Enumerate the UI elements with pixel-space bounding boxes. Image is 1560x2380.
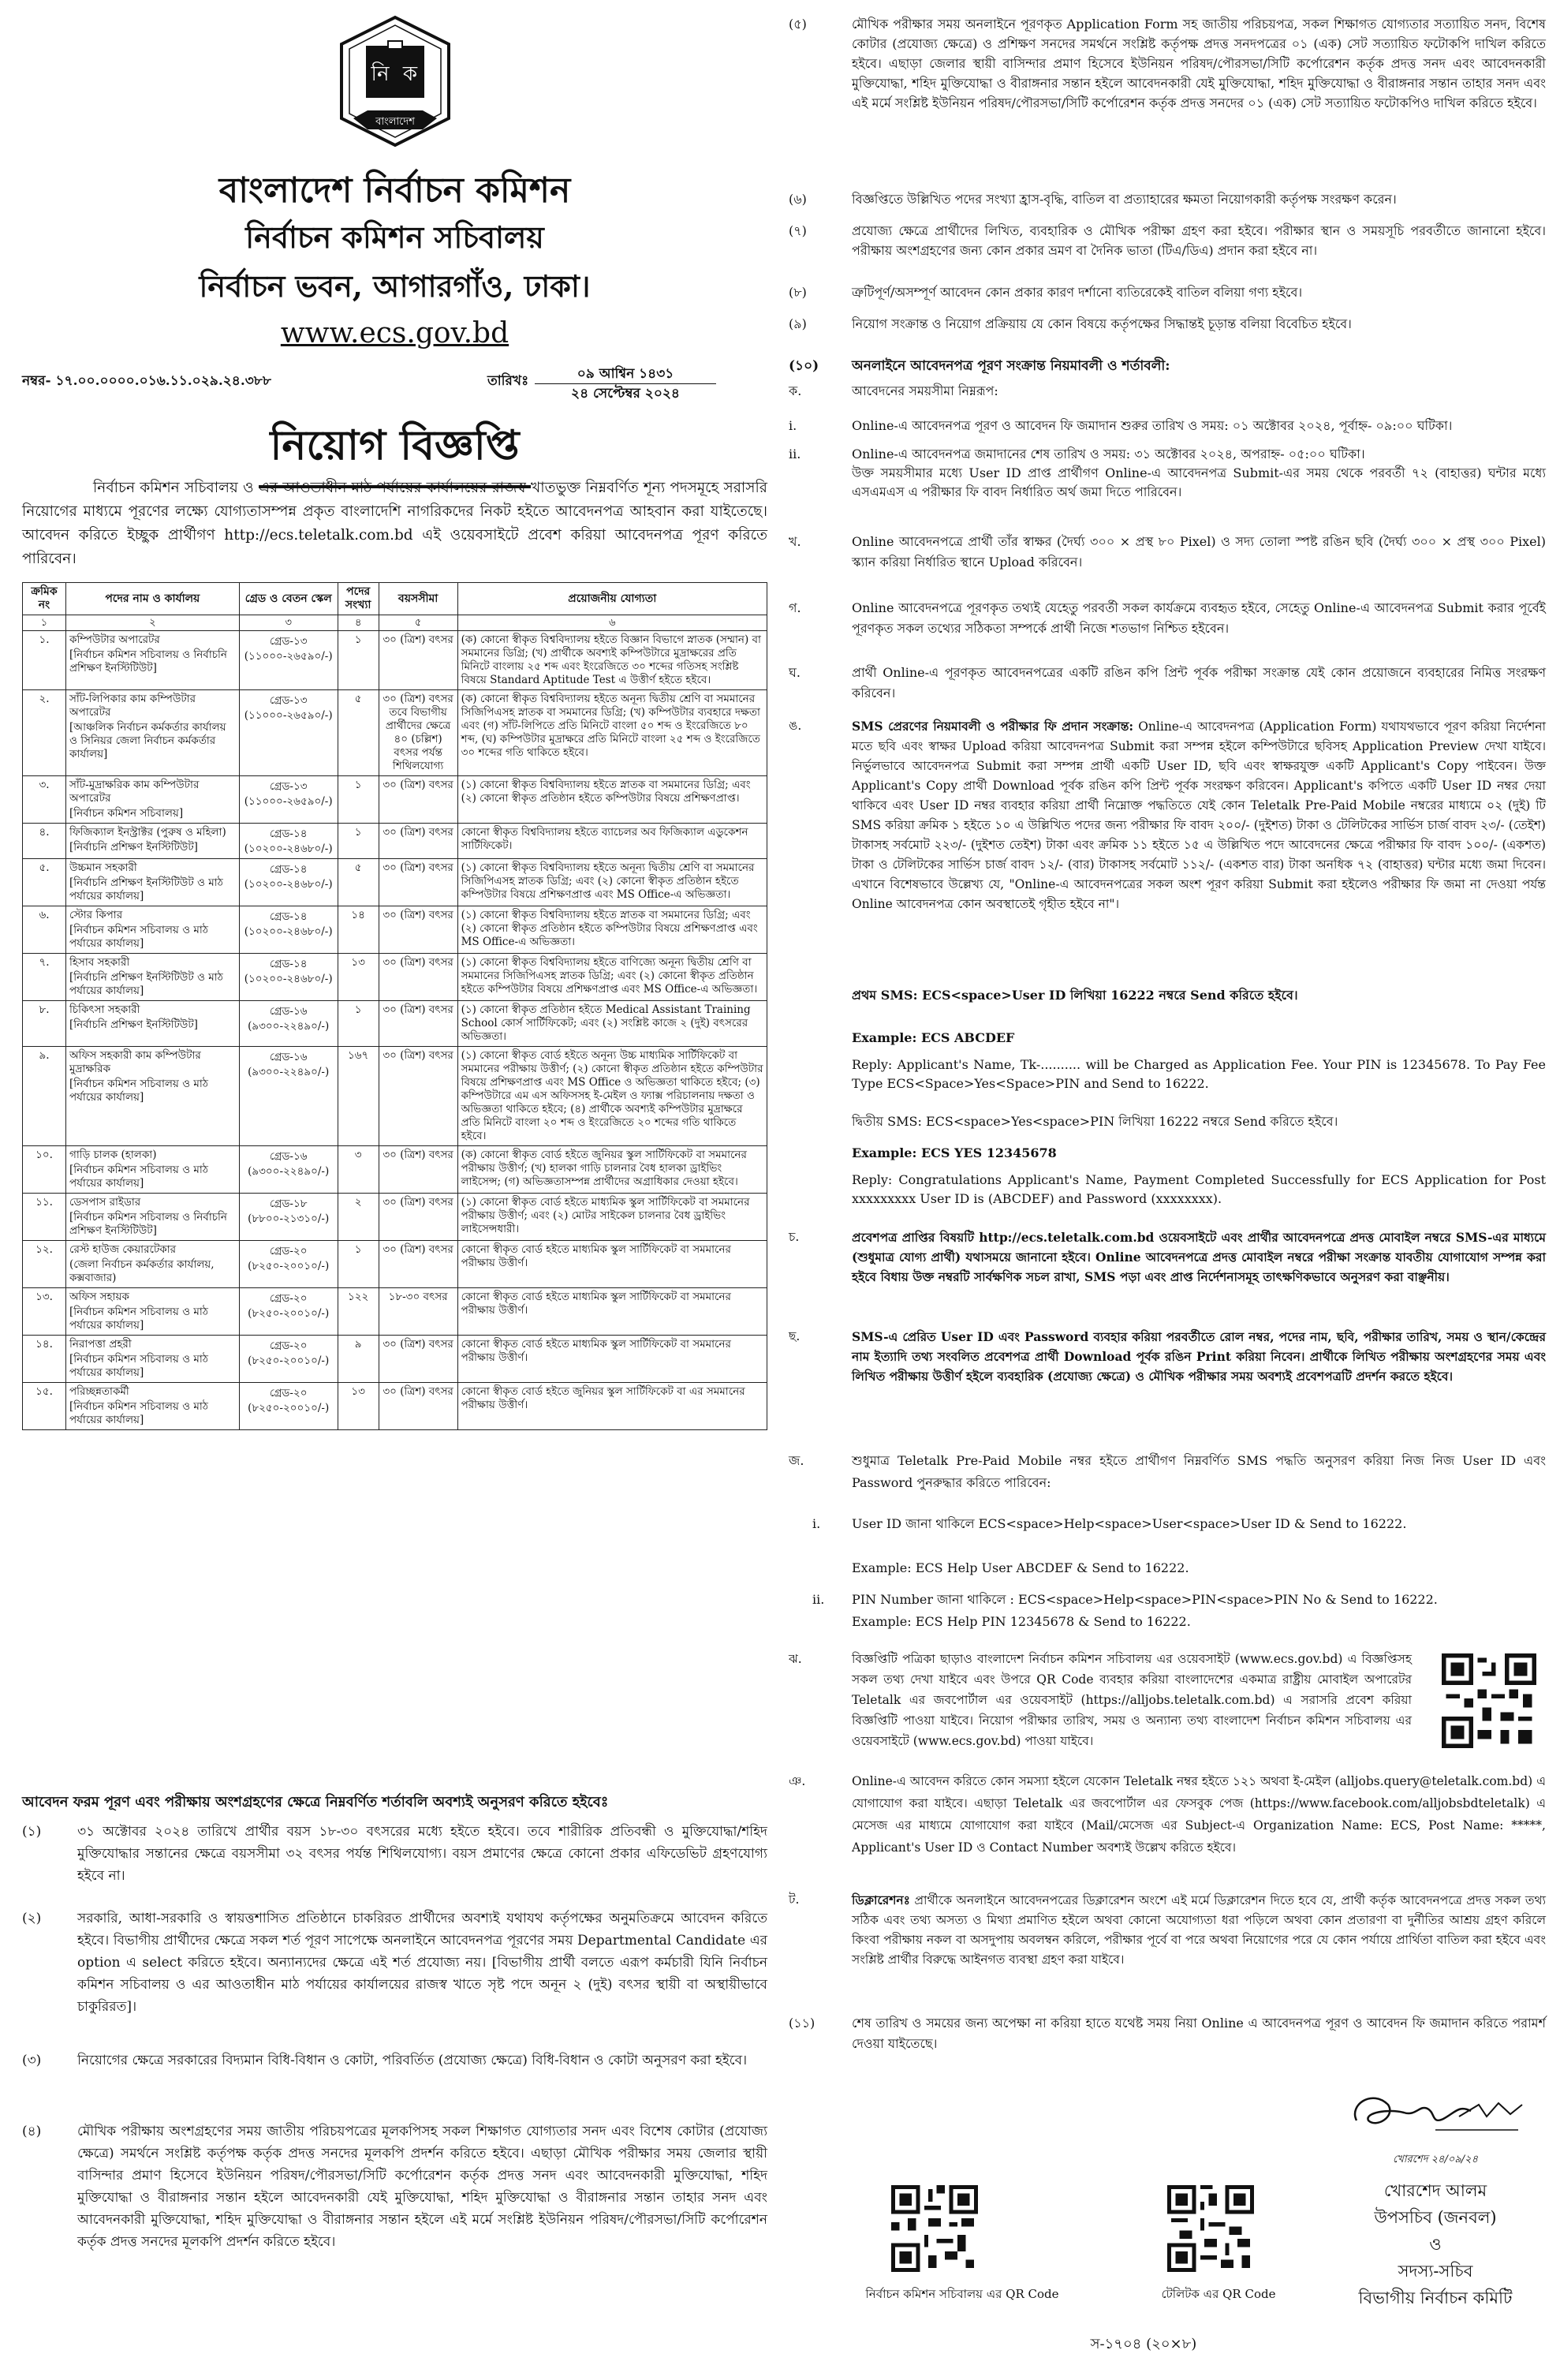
cell-grade: গ্রেড-১৪ <box>269 958 308 970</box>
cell-qualification: (ক) কোনো স্বীকৃত বিশ্ববিদ্যালয় হইতে অনূন্য দ্বিতীয় শ্রেণি বা সমমানের সিজিপিএসহ স্নাতক বা সমমানের ডিগ্রি; (খ) কম্পিউটার ব্যবহারে দক্ষতা এবং (গ) সাঁট-লিপিতে প্রতি মিনিটে বাংলা ৫০ শব্দ ও ইংরেজিতে ৮০ শব্দ, (ঘ) কম্পিউটার মুদ্রাক্ষরে প্রতি মিনিটে বাংলা ২৫ শব্দ ও ইংরেজিতে ৩০ শব্দের গতি থাকিতে হইবে। <box>457 690 767 776</box>
cell-post-name: কম্পিউটার অপারেটর <box>69 633 160 646</box>
item-label: ঝ. <box>789 1652 802 1666</box>
cell-post-office: [আঞ্চলিক নির্বাচন কর্মকর্তার কার্যালয় ও সিনিয়র জেলা নির্বাচন কর্মকর্তার কার্যালয়] <box>69 721 226 760</box>
item-label: চ. <box>789 1230 800 1244</box>
cell-qualification: (১) কোনো স্বীকৃত বিশ্ববিদ্যালয় হইতে অনূন্য দ্বিতীয় শ্রেণি বা সমমানের সিজিপিএসহ স্নাতক ডিগ্রি; এবং (২) কোনো স্বীকৃত প্রতিষ্ঠান হইতে কম্পিউটার বিষয়ে প্রশিক্ষণপ্রাপ্ত এবং MS Office-এ অভিজ্ঞতা। <box>457 859 767 906</box>
col-number: ২ <box>65 615 239 631</box>
cell-grade: গ্রেড-২০ <box>269 1245 308 1257</box>
item-text: Online-এ আবেদনপত্র পূরণ ও আবেদন ফি জমাদান শুরুর তারিখ ও সময়: ০১ অক্টোবর ২০২৪, পূর্বাহ্ন- ০৯:০০ ঘটিকা। <box>852 418 1453 433</box>
cell-post-office: [নির্বাচন কমিশন সচিবালয় ও মাঠ পর্যায়ের কার্যালয়] <box>69 1164 209 1190</box>
col-header-age: বয়সসীমা <box>379 583 457 615</box>
item-text: SMS-এ প্রেরিত User ID এবং Password ব্যবহার করিয়া পরবর্তীতে রোল নম্বর, পদের নাম, ছবি, পরীক্ষার তারিখ, সময় ও স্থান/কেন্দ্রের নাম ইত্যাদি তথ্য সংবলিত প্রবেশপত্র প্রার্থী Download পূর্বক রঙিন Print করিয়া নিবেন। প্রার্থীকে লিখিত পরীক্ষায় অংশগ্রহণের সময় এবং লিখিত পরীক্ষায় উত্তীর্ণ হইলে ব্যবহারিক (প্রযোজ্য ক্ষেত্রে) ও মৌখিক পরীক্ষার সময় অবশ্যই প্রবেশপত্রটি প্রদর্শন করতে হইবে। <box>852 1329 1546 1384</box>
cell-post-office: [নির্বাচন কমিশন সচিবালয় ও নির্বাচনি প্রশিক্ষণ ইনস্টিটিউট] <box>69 1211 227 1237</box>
signature-block <box>1341 2081 1530 2152</box>
cell-post-office: [নির্বাচনি প্রশিক্ষণ ইনস্টিটিউট ও মাঠ পর্যায়ের কার্যালয়] <box>69 876 223 902</box>
col-header-grade: গ্রেড ও বেতন স্কেল <box>239 583 338 615</box>
condition-text: শেষ তারিখ ও সময়ের জন্য অপেক্ষা না করিয়া হাতে যথেষ্ট সময় নিয়া Online এ আবেদনপত্র পূরণ ও আবেদন ফি জমাদান করিতে পরামর্শ দেওয়া যাইতেছে। <box>852 2016 1546 2051</box>
cell-grade-scale <box>239 1241 338 1288</box>
declaration-text: প্রার্থীকে অনলাইনে আবেদনপত্রের ডিক্লারেশন অংশে এই মর্মে ডিক্লারেশন দিতে হবে যে, প্রার্থী কর্তৃক আবেদনপত্রে প্রদত্ত সকল তথ্য সঠিক এবং তথ্য অসত্য ও মিথ্যা প্রমাণিত হইলে অথবা কোনো অযোগ্যতা ধরা পড়িলে অথবা কোন প্রতারণা বা দুর্নীতির আশ্রয় গ্রহণ করিলে কিংবা পরীক্ষায় নকল বা অসদুপায় অবলম্বন করিলে, পরীক্ষার পূর্বে বা পরে অথবা নিয়োগের পরে যে কোন পর্যায়ে প্রার্থিতা বাতিল করা হইবে এবং সংশ্লিষ্ট প্রার্থীর বিরুদ্ধে আইনগত ব্যবস্থা গ্রহণ করা যাইবে। <box>852 1893 1546 1967</box>
cell-post-name: ডেসপাস রাইডার <box>69 1196 141 1209</box>
declaration-heading: ডিক্লারেশনঃ <box>852 1892 910 1907</box>
cell-post-office: [নির্বাচন কমিশন সচিবালয় ও মাঠ পর্যায়ের কার্যালয়] <box>69 1353 209 1379</box>
cell-grade: গ্রেড-১৬ <box>269 1051 308 1063</box>
table-row <box>23 776 767 824</box>
ex2-text: Example: ECS YES 12345678 <box>852 1145 1057 1160</box>
cell-sl: ৬. <box>23 906 66 954</box>
teletalk-qr-code-icon <box>1167 2185 1254 2272</box>
cell-sl: ৮. <box>23 1001 66 1047</box>
table-row <box>23 824 767 859</box>
cell-qualification: (১) কোনো স্বীকৃত প্রতিষ্ঠান হইতে Medical Assistant Training School কোর্স সার্টিফিকেট; এবং (২) সংশ্লিষ্ট কাজে ২ (দুই) বৎসরের অভিজ্ঞতা। <box>457 1001 767 1047</box>
cell-sl: ২. <box>23 690 66 776</box>
condition-text: ত্রুটিপূর্ণ/অসম্পূর্ণ আবেদন কোন প্রকার কারণ দর্শানো ব্যতিরেকেই বাতিল বলিয়া গণ্য হইবে। <box>852 285 1303 300</box>
cell-qualification: (ক) কোনো স্বীকৃত বোর্ড হইতে জুনিয়র স্কুল সার্টিফিকেট বা সমমানের পরীক্ষায় উত্তীর্ণ; (খ) হালকা গাড়ি চালনার বৈধ হালকা ড্রাইভিং লাইসেন্স; (গ) অভিজ্ঞতাসম্পন্ন প্রার্থীদের অগ্রাধিকার দেওয়া হইবে। <box>457 1146 767 1194</box>
col-header-count: পদের সংখ্যা <box>338 583 379 615</box>
table-row <box>23 1288 767 1336</box>
cell-scale: (৯৩০০-২২৪৯০/-) <box>248 1165 330 1178</box>
cell-post <box>65 1383 239 1430</box>
recovery-ii-text: PIN Number জানা থাকিলে : ECS<space>Help<space>PIN<space>PIN No & Send to 16222. <box>852 1592 1438 1607</box>
cell-scale: (৮৮০০-২১৩১০/-) <box>248 1212 330 1225</box>
cell-scale: (৯৩০০-২২৪৯০/-) <box>248 1020 330 1033</box>
cell-post <box>65 1047 239 1146</box>
cell-post <box>65 824 239 859</box>
item-text: Online-এ আবেদন করিতে কোন সমস্যা হইলে যেকোন Teletalk নম্বর হইতে ১২১ অথবা ই-মেইল (alljobs.query@teletalk.com.bd) এ যোগাযোগ করা যাইবে। এছাড়া Teletalk এর জবপোর্টাল এর ফেসবুক পেজ (https://www.facebook.com/alljobsbdteletalk) এ মেসেজ এর মাধ্যমে যোগাযোগ করা যাইবে (Mail/মেসেজ এর Subject-এ Organization Name: ECS, Post Name: *****, Applicant's User ID ও Contact Number অবশ্যই উল্লেখ করিতে হইবে। <box>852 1774 1546 1855</box>
cell-post-name: গাড়ি চালক (হালকা) <box>69 1149 157 1161</box>
table-number-row <box>23 615 767 631</box>
signatory-committee: বিভাগীয় নির্বাচন কমিটি <box>1358 2288 1513 2307</box>
intro-paragraph: নির্বাচন কমিশন সচিবালয় ও এর আওতাধীন মাঠ পর্যায়ের কার্যালয়ের রাজস্ব খাতভুক্ত নিম্নবর্ণিত শূন্য পদসমূহে সরাসরি নিয়োগের মাধ্যমে পূরণের লক্ষ্যে যোগ্যতাসম্পন্ন প্রকৃত বাংলাদেশি নাগরিকদের নিকট হইতে আবেদনপত্র আহবান করা যাইতেছে। আবেদন করিতে ইচ্ছুক প্রার্থীগণ http://ecs.teletalk.com.bd এই ওয়েবসাইটে প্রবেশ করিয়া আবেদনপত্র পূরণ করিতে পারিবেন। <box>22 480 767 567</box>
cell-post-office: [নির্বাচন কমিশন সচিবালয়] <box>69 807 184 820</box>
cell-post-name: নিরাপত্তা প্রহরী <box>69 1338 132 1351</box>
cell-post-office: [নির্বাচনি প্রশিক্ষণ ইনস্টিটিউট ও মাঠ পর্যায়ের কার্যালয়] <box>69 971 223 997</box>
condition-text: মৌখিক পরীক্ষার সময় অনলাইনে পূরণকৃত Application Form সহ জাতীয় পরিচয়পত্র, সকল শিক্ষাগত যোগ্যতার সত্যায়িত সনদ, বিশেষ কোটার (প্রযোজ্য ক্ষেত্রে) ও প্রশিক্ষণ সনদের সমর্থনে সংশ্লিষ্ট কর্তৃপক্ষ প্রদত্ত সনদপত্রের ০১ (এক) সেট সত্যায়িত ফটোকপি দাখিল করিতে হইবে। এছাড়া জেলার স্থায়ী বাসিন্দার প্রমাণ হিসেবে ইউনিয়ন পরিষদ/পৌরসভা/সিটি কর্পোরেশন কর্তৃক প্রদত্ত সনদ এবং আবেদনকারী মুক্তিযোদ্ধা, শহিদ মুক্তিযোদ্ধা ও বীরাঙ্গনার সন্তান হইলে আবেদনকারী যেই মুক্তিযোদ্ধা, শহিদ মুক্তিযোদ্ধা ও বীরাঙ্গনার সন্তান তাহার সনদ এবং এই মর্মে সংশ্লিষ্ট ইউনিয়ন পরিষদ/পৌরসভা/সিটি কর্পোরেশন কর্তৃক প্রদত্ত সনদের ০১ (এক) সেট সত্যায়িত ফটোকপিও দাখিল করিতে হইবে। <box>852 17 1546 110</box>
cell-age: ৩০ (ত্রিশ) বৎসর তবে বিভাগীয় প্রার্থীদের ক্ষেত্রে ৪০ (চল্লিশ) বৎসর পর্যন্ত শিথিলযোগ্য <box>379 690 457 776</box>
cell-count: ১৪ <box>338 906 379 954</box>
item-text <box>852 1890 1546 1970</box>
cell-post <box>65 1241 239 1288</box>
condition-number: (১) <box>22 1824 42 1840</box>
ecs-qr-label: নির্বাচন কমিশন সচিবালয় এর QR Code <box>865 2287 1059 2301</box>
cell-sl: ১. <box>23 631 66 690</box>
table-row <box>23 1336 767 1383</box>
cell-qualification: (১) কোনো স্বীকৃত বোর্ড হইতে মাধ্যমিক স্কুল সার্টিফিকেট বা সমমানের পরীক্ষায় উত্তীর্ণ; এবং (২) মোটর সাইকেল চালনার বৈধ ড্রাইভিং লাইসেন্সধারী। <box>457 1194 767 1241</box>
reply1-text: Reply: Applicant's Name, Tk-.......... will be Charged as Application Fee. Your PIN is 12345678. To Pay Fee Type ECS<Space>Yes<Space>PIN and Send to 16222. <box>852 1057 1546 1091</box>
cell-scale: (৯৩০০-২২৪৯০/-) <box>248 1066 330 1078</box>
cell-count: ২ <box>338 1194 379 1241</box>
signatory-name: খোরশেদ আলম <box>1383 2181 1487 2200</box>
cell-qualification: (ক) কোনো স্বীকৃত বিশ্ববিদ্যালয় হইতে বিজ্ঞান বিভাগে স্নাতক (সম্মান) বা সমমানের ডিগ্রি; (খ) প্রার্থীকে অবশ্যই কম্পিউটারে মুদ্রাক্ষরের প্রতি মিনিটে বাংলায় ২৫ শব্দ এবং ইংরেজিতে ৩০ শব্দের গতিসহ সংশ্লিষ্ট বিষয়ে Standard Aptitude Test এ উত্তীর্ণ হইতে হইবে। <box>457 631 767 690</box>
cell-count: ১ <box>338 1001 379 1047</box>
cell-post <box>65 1336 239 1383</box>
item-text: শুধুমাত্র Teletalk Pre-Paid Mobile নম্বর হইতে প্রার্থীগণ নিম্নবর্ণিত SMS পদ্ধতি অনুসরণ করিয়া নিজ নিজ User ID এবং Password পুনরুদ্ধার করিতে পারিবেন: <box>852 1453 1546 1490</box>
condition-number: (১০) <box>789 358 819 374</box>
cell-post-office: [নির্বাচন কমিশন সচিবালয় ও মাঠ পর্যায়ের কার্যালয়] <box>69 1078 209 1104</box>
secretariat-name: নির্বাচন কমিশন সচিবালয় <box>245 219 544 255</box>
cell-qualification: কোনো স্বীকৃত বিশ্ববিদ্যালয় হইতে ব্যাচেলর অব ফিজিক্যাল এডুকেশন সার্টিফিকেট। <box>457 824 767 859</box>
cell-scale: (৮২৫০-২০০১০/-) <box>248 1260 330 1272</box>
item-text: বিজ্ঞপ্তিটি পত্রিকা ছাড়াও বাংলাদেশ নির্বাচন কমিশন সচিবালয় এর ওয়েবসাইট (www.ecs.gov.bd) এ বিজ্ঞপ্তিসহ সকল তথ্য দেখা যাইবে এবং উপরে QR Code ব্যবহার করিয়া বাংলাদেশের একমাত্র রাষ্ট্রীয় মোবাইল অপারেটর Teletalk এর জবপোর্টাল এর ওয়েবসাইট (https://alljobs.teletalk.com.bd) এ সরাসরি প্রবেশ করিয়া বিজ্ঞপ্তিটি পাওয়া যাইবে। নিয়োগ পরীক্ষার তারিখ, সময় ও অন্যান্য তথ্য বাংলাদেশ নির্বাচন কমিশন সচিবালয় এর ওয়েবসাইটে (www.ecs.gov.bd) পাওয়া যাইবে। <box>852 1652 1412 1748</box>
cell-post-name: হিসাব সহকারী <box>69 956 130 969</box>
signatory-block <box>1341 2177 1530 2311</box>
item-label: ঙ. <box>789 719 802 733</box>
item-label: ছ. <box>789 1329 801 1343</box>
item-text <box>852 716 1546 914</box>
website-link[interactable]: www.ecs.gov.bd <box>280 317 509 349</box>
right-column <box>789 14 1546 2373</box>
cell-sl: ৫. <box>23 859 66 906</box>
condition-number: (৮) <box>789 285 807 300</box>
signature-handwriting <box>1341 2154 1530 2166</box>
cell-post-name: রেস্ট হাউজ কেয়ারটেকার <box>69 1243 177 1256</box>
item-text: Online আবেদনপত্রে পূরণকৃত তথ্যই যেহেতু পরবর্তী সকল কার্যক্রমে ব্যবহৃত হইবে, সেহেতু Online-এ আবেদনপত্র Submit করার পূর্বেই পূরণকৃত সকল তথ্যের সঠিকতা সম্পর্কে প্রার্থী নিজে শতভাগ নিশ্চিত হইবেন। <box>852 600 1546 636</box>
cell-scale: (১০২০০-২৪৬৮০/-) <box>244 973 333 985</box>
table-row <box>23 859 767 906</box>
cell-grade-scale <box>239 824 338 859</box>
item-label: গ. <box>789 600 801 615</box>
cell-age: ৩০ (ত্রিশ) বৎসর <box>379 1047 457 1146</box>
teletalk-qr-block <box>1167 2185 1254 2275</box>
cell-count: ১ <box>338 824 379 859</box>
cell-grade-scale <box>239 776 338 824</box>
cell-grade: গ্রেড-১৬ <box>269 1150 308 1163</box>
cell-post <box>65 1288 239 1336</box>
table-row <box>23 1241 767 1288</box>
cell-qualification: (১) কোনো স্বীকৃত বিশ্ববিদ্যালয় হইতে স্নাতক বা সমমানের ডিগ্রি; এবং (২) কোনো স্বীকৃত প্রতিষ্ঠান হইতে কম্পিউটার বিষয়ে প্রশিক্ষণপ্রাপ্ত এবং MS Office-এ অভিজ্ঞতা। <box>457 906 767 954</box>
item-text <box>852 445 1546 502</box>
cell-grade-scale <box>239 1194 338 1241</box>
col-header-post: পদের নাম ও কার্যালয় <box>65 583 239 615</box>
cell-grade: গ্রেড-১৩ <box>269 635 308 648</box>
cell-post-name: অফিস সহায়ক <box>69 1291 129 1303</box>
condition-number: (৬) <box>789 192 807 207</box>
cell-grade-scale <box>239 906 338 954</box>
cell-grade: গ্রেড-১৪ <box>269 828 308 840</box>
memo-date-bangla: ০৯ আশ্বিন ১৪৩১ <box>535 364 716 384</box>
cell-post <box>65 1194 239 1241</box>
cell-sl: ১৩. <box>23 1288 66 1336</box>
cell-post-name: অফিস সহকারী কাম কম্পিউটার মুদ্রাক্ষরিক <box>69 1049 201 1075</box>
signatory-member: সদস্য-সচিব <box>1398 2262 1473 2281</box>
cell-grade-scale <box>239 1336 338 1383</box>
recovery-i-text: User ID জানা থাকিলে ECS<space>Help<space>User<space>User ID & Send to 16222. <box>852 1516 1407 1531</box>
cell-grade-scale <box>239 690 338 776</box>
condition-text: প্রযোজ্য ক্ষেত্রে প্রার্থীদের লিখিত, ব্যবহারিক ও মৌখিক পরীক্ষা গ্রহণ করা হইবে। পরীক্ষার স্থান ও সময়সূচি পরবর্তীতে জানানো হইবে। পরীক্ষায় অংশগ্রহণের জন্য কোন প্রকার ভ্রমণ বা দৈনিক ভাতা (টিএ/ডিএ) প্রদান করা হইবে না। <box>852 223 1546 258</box>
cell-count: ১ <box>338 631 379 690</box>
ex1-text: Example: ECS ABCDEF <box>852 1030 1015 1045</box>
condition-number: (৩) <box>22 2053 42 2068</box>
item-label: ii. <box>812 1592 825 1607</box>
cell-post-name: উচ্চমান সহকারী <box>69 861 137 874</box>
cell-grade-scale <box>239 1383 338 1430</box>
ecs-qr-code-icon <box>891 2185 978 2272</box>
cell-post-office: [নির্বাচন কমিশন সচিবালয় ও নির্বাচনি প্রশিক্ষণ ইনস্টিটিউট] <box>69 648 227 674</box>
cell-age: ৩০ (ত্রিশ) বৎসর <box>379 631 457 690</box>
item-label: ট. <box>789 1892 800 1907</box>
item-label: i. <box>789 418 797 433</box>
cell-grade-scale <box>239 631 338 690</box>
memo-date-english: ২৪ সেপ্টেম্বর ২০২৪ <box>571 386 680 402</box>
cell-qualification: (১) কোনো স্বীকৃত বোর্ড হইতে অনূন্য উচ্চ মাধ্যমিক সার্টিফিকেট বা সমমানের পরীক্ষায় উত্তীর্ণ; (২) কোনো স্বীকৃত প্রতিষ্ঠান হইতে কম্পিউটার বিষয়ে প্রশিক্ষণপ্রাপ্ত এবং MS Office ও অভিজ্ঞতা থাকিতে হইবে; (৩) কম্পিউটারে এম এস অফিসসহ ই-মেইল ও ফ্যাক্স পরিচালনায় দক্ষতা ও অভিজ্ঞতা থাকিতে হইবে; (৪) প্রার্থীকে অবশ্যই কম্পিউটার মুদ্রাক্ষরে প্রতি মিনিটে বাংলা ২০ শব্দ ও ইংরেজিতে ২০ শব্দের গতি থাকিতে হইবে। <box>457 1047 767 1146</box>
cell-post <box>65 954 239 1001</box>
table-row <box>23 906 767 954</box>
cell-age: ৩০ (ত্রিশ) বৎসর <box>379 906 457 954</box>
item-label: ঘ. <box>789 665 801 680</box>
cell-qualification: কোনো স্বীকৃত বোর্ড হইতে জুনিয়র স্কুল সার্টিফিকেট বা এর সমমানের পরীক্ষায় উত্তীর্ণ। <box>457 1383 767 1430</box>
col-number: ৫ <box>379 615 457 631</box>
cell-post <box>65 776 239 824</box>
item-text: Online আবেদনপত্রে প্রার্থী তাঁর স্বাক্ষর (দৈর্ঘ্য ৩০০ × প্রস্থ ৮০ Pixel) ও সদ্য তোলা স্পষ্ট রঙিন ছবি (দৈর্ঘ্য ৩০০ × প্রস্থ ৩০০ Pixel) স্ক্যান করিয়া নির্ধারিত স্থানে Upload করিবেন। <box>852 534 1546 570</box>
condition-number: (১১) <box>789 2016 815 2031</box>
item-label: i. <box>812 1516 821 1531</box>
cell-grade: গ্রেড-২০ <box>269 1292 308 1305</box>
posts-table <box>22 582 767 1430</box>
cell-age: ৩০ (ত্রিশ) বৎসর <box>379 954 457 1001</box>
item-text: প্রার্থী Online-এ পূরণকৃত আবেদনপত্রের একটি রঙিন কপি প্রিন্ট পূর্বক পরীক্ষা সংক্রান্ত যেই কোন প্রয়োজনে ব্যবহারের নিমিত্ত সংরক্ষণ করিবেন। <box>852 665 1546 701</box>
cell-post-name: স্টোর কিপার <box>69 909 123 921</box>
cell-post <box>65 1001 239 1047</box>
col-header-qualification: প্রয়োজনীয় যোগ্যতা <box>457 583 767 615</box>
cell-scale: (১১০০০-২৬৫৯০/-) <box>244 795 333 808</box>
condition-text: নিয়োগের ক্ষেত্রে সরকারের বিদ্যমান বিধি-বিধান ও কোটা, পরিবর্তিত (প্রযোজ্য ক্ষেত্রে) বিধি-বিধান ও কোটা অনুসরণ করা হইবে। <box>77 2053 748 2068</box>
condition-number: (৭) <box>789 223 807 238</box>
cell-sl: ১১. <box>23 1194 66 1241</box>
cell-post-name: ফিজিক্যাল ইনস্ট্রাক্টর (পুরুষ ও মহিলা) <box>69 826 226 839</box>
online-section-title: অনলাইনে আবেদনপত্র পূরণ সংক্রান্ত নিয়মাবলী ও শর্তাবলী: <box>852 358 1170 374</box>
cell-grade: গ্রেড-২০ <box>269 1339 308 1352</box>
table-row <box>23 1194 767 1241</box>
memo-number: নম্বর- ১৭.০০.০০০০.০১৬.১১.০২৯.২৪.৩৮৮ <box>22 373 271 389</box>
cell-grade: গ্রেড-১৩ <box>269 694 308 707</box>
cell-post-name: চিকিৎসা সহকারী <box>69 1003 140 1016</box>
cell-scale: (১০২০০-২৪৬৮০/-) <box>244 925 333 938</box>
item-label: ii. <box>789 446 801 461</box>
cell-post <box>65 1146 239 1194</box>
condition-number: (৫) <box>789 17 807 32</box>
cell-scale: (৮২৫০-২০০১০/-) <box>248 1307 330 1320</box>
cell-grade-scale <box>239 954 338 1001</box>
cell-scale: (১০২০০-২৪৬৮০/-) <box>244 843 333 855</box>
cell-qualification: কোনো স্বীকৃত বোর্ড হইতে মাধ্যমিক স্কুল সার্টিফিকেট বা সমমানের পরীক্ষায় উত্তীর্ণ। <box>457 1241 767 1288</box>
condition-text: সরকারি, আধা-সরকারি ও স্বায়ত্তশাসিত প্রতিষ্ঠানে চাকরিরত প্রার্থীদের অবশ্যই যথাযথ কর্তৃপক্ষের অনুমতিক্রমে আবেদন করিতে হইবে। বিভাগীয় প্রার্থীদের ক্ষেত্রে সকল শর্ত পূরণ সাপেক্ষে অনলাইনে আবেদনপত্র পূরণের সময় Departmental Candidate এর option এ select করিতে হইবে। অন্যান্যদের ক্ষেত্রে এই শর্ত প্রযোজ্য নয়। [বিভাগীয় প্রার্থী বলতে এরূপ কর্মচারী যিনি নির্বাচন কমিশন সচিবালয় ও এর আওতাধীন মাঠ পর্যায়ের কার্যালয়ের রাজস্ব খাতে সৃষ্ট পদে অনূন ২ (দুই) বৎসর স্থায়ী বা অস্থায়ীভাবে চাকুরিরত]। <box>77 1911 767 2015</box>
cell-post <box>65 859 239 906</box>
table-row <box>23 1383 767 1430</box>
sms2-text: দ্বিতীয় SMS: ECS<space>Yes<space>PIN লিখিয়া 16222 নম্বরে Send করিতে হইবে। <box>852 1114 1338 1129</box>
col-number: ৪ <box>338 615 379 631</box>
condition-text: ৩১ অক্টোবর ২০২৪ তারিখে প্রার্থীর বয়স ১৮-৩০ বৎসরের মধ্যে হইতে হইবে। তবে শারীরিক প্রতিবন্ধী ও মুক্তিযোদ্ধা/শহিদ মুক্তিযোদ্ধার সন্তানের ক্ষেত্রে বয়সসীমা ৩২ বৎসর পর্যন্ত শিথিলযোগ্য। বয়স প্রমাণের ক্ষেত্রে কোনো প্রকার এফিডেভিট গ্রহণযোগ্য হইবে না। <box>77 1824 767 1884</box>
memo-date <box>535 364 716 403</box>
cell-grade: গ্রেড-২০ <box>269 1387 308 1399</box>
cell-age: ৩০ (ত্রিশ) বৎসর <box>379 1383 457 1430</box>
condition-number: (৯) <box>789 316 807 331</box>
cell-grade: গ্রেড-১৮ <box>269 1197 308 1210</box>
item-text <box>852 1589 1546 1633</box>
cell-post <box>65 690 239 776</box>
col-number: ৩ <box>239 615 338 631</box>
cell-post <box>65 631 239 690</box>
signatory-and: ও <box>1429 2235 1442 2254</box>
cell-age: ৩০ (ত্রিশ) বৎসর <box>379 1241 457 1288</box>
cell-scale: (৮২৫০-২০০১০/-) <box>248 1402 330 1414</box>
cell-count: ১ <box>338 776 379 824</box>
cell-count: ৫ <box>338 859 379 906</box>
cell-count: ৫ <box>338 690 379 776</box>
cell-sl: ৯. <box>23 1047 66 1146</box>
table-row <box>23 631 767 690</box>
item-label: ক. <box>789 383 802 398</box>
cell-qualification: কোনো স্বীকৃত বোর্ড হইতে মাধ্যমিক স্কুল সার্টিফিকেট বা সমমানের পরীক্ষায় উত্তীর্ণ। <box>457 1336 767 1383</box>
address: নির্বাচন ভবন, আগারগাঁও, ঢাকা। <box>199 268 591 304</box>
cell-post-name: সাঁট-মুদ্রাক্ষরিক কাম কম্পিউটার অপারেটর <box>69 779 200 805</box>
cell-post-office: [নির্বাচনি প্রশিক্ষণ ইনস্টিটিউট] <box>69 841 198 854</box>
condition-text: মৌখিক পরীক্ষায় অংশগ্রহণের সময় জাতীয় পরিচয়পত্রের মূলকপিসহ সকল শিক্ষাগত যোগ্যতার সনদ এবং বিশেষ কোটার (প্রযোজ্য ক্ষেত্রে) সমর্থনে সংশ্লিষ্ট কর্তৃপক্ষ কর্তৃক প্রদত্ত সনদের মূলকপি প্রদর্শন করিতে হইবে। এছাড়া মৌখিক পরীক্ষার সময় জেলার স্থায়ী বাসিন্দার প্রমাণ হিসেবে ইউনিয়ন পরিষদ/পৌরসভা/সিটি কর্পোরেশন কর্তৃক প্রদত্ত সনদ এবং আবেদনকারী মুক্তিযোদ্ধা, শহিদ মুক্তিযোদ্ধা ও বীরাঙ্গনার সন্তান হইলে আবেদনকারী যেই মুক্তিযোদ্ধা, শহিদ মুক্তিযোদ্ধা ও বীরাঙ্গনার সন্তান তাহার সনদ এবং আবেদনকারী মুক্তিযোদ্ধা, শহিদ মুক্তিযোদ্ধা ও বীরাঙ্গনার সন্তান হইলে এই মর্মে সংশ্লিষ্ট ইউনিয়ন পরিষদ/পৌরসভা/সিটি কর্পোরেশন কর্তৃক প্রদত্ত সনদের মূলকপি প্রদর্শন করিতে হইবে। <box>77 2124 767 2250</box>
sms-heading: SMS প্রেরণের নিয়মাবলী ও পরীক্ষার ফি প্রদান সংক্রান্ত: <box>852 719 1134 734</box>
table-row <box>23 690 767 776</box>
cell-count: ১৬৭ <box>338 1047 379 1146</box>
item-text <box>852 1513 1546 1579</box>
memo-date-label: তারিখঃ <box>487 373 529 389</box>
cell-count: ৩ <box>338 1146 379 1194</box>
cell-post-office: [নির্বাচন কমিশন সচিবালয় ও মাঠ পর্যায়ের কার্যালয়] <box>69 924 209 950</box>
condition-text: নিয়োগ সংক্রান্ত ও নিয়োগ প্রক্রিয়ায় যে কোন বিষয়ে কর্তৃপক্ষের সিদ্ধান্তই চূড়ান্ত বলিয়া বিবেচিত হইবে। <box>852 316 1352 331</box>
cell-post-office: [নির্বাচনি প্রশিক্ষণ ইনস্টিটিউট] <box>69 1018 198 1031</box>
col-header-sl: ক্রমিক নং <box>23 583 66 615</box>
cell-post-office: (জেলা নির্বাচন কর্মকর্তার কার্যালয়, কক্সবাজার) <box>69 1258 215 1284</box>
ecs-qr-block <box>891 2185 994 2275</box>
cell-age: ৩০ (ত্রিশ) বৎসর <box>379 824 457 859</box>
signatory-designation: উপসচিব (জনবল) <box>1374 2208 1497 2227</box>
col-number: ১ <box>23 615 66 631</box>
org-name: বাংলাদেশ নির্বাচন কমিশন <box>218 170 571 211</box>
cell-sl: ৭. <box>23 954 66 1001</box>
conditions-title: আবেদন ফরম পূরণ এবং পরীক্ষায় অংশগ্রহণের ক্ষেত্রে নিম্নবর্ণিত শর্তাবলি অবশ্যই অনুসরণ করিতে হইবেঃ <box>22 1794 609 1810</box>
cell-scale: (১১০০০-২৬৫৯০/-) <box>244 709 333 722</box>
cell-count: ৯ <box>338 1336 379 1383</box>
table-row <box>23 1146 767 1194</box>
cell-sl: ১২. <box>23 1241 66 1288</box>
cell-count: ১৩ <box>338 954 379 1001</box>
cell-qualification: (১) কোনো স্বীকৃত বিশ্ববিদ্যালয় হইতে স্নাতক বা সমমানের ডিগ্রি; এবং (২) কোনো স্বীকৃত প্রতিষ্ঠান হইতে কম্পিউটার বিষয়ে প্রশিক্ষণপ্রাপ্ত। <box>457 776 767 824</box>
cell-count: ১৩ <box>338 1383 379 1430</box>
logo-letter-2: ক <box>402 62 418 86</box>
cell-post-name: পরিচ্ছন্নতাকর্মী <box>69 1385 129 1398</box>
item-label: জ. <box>789 1453 804 1468</box>
notice-title: নিয়োগ বিজ্ঞপ্তি <box>259 413 531 488</box>
cell-grade: গ্রেড-১৪ <box>269 863 308 876</box>
item-text: প্রবেশপত্র প্রাপ্তির বিষয়টি http://ecs.teletalk.com.bd ওয়েবসাইটে এবং প্রার্থীর আবেদনপত্রে প্রদত্ত মোবাইল নম্বরে SMS-এর মাধ্যমে (শুধুমাত্র যোগ্য প্রার্থী) যথাসময়ে জানানো হইবে। Online আবেদনপত্রে প্রদত্ত মোবাইল নম্বরে পরীক্ষা সংক্রান্ত যাবতীয় যোগাযোগ সম্পন্ন করা হইবে বিধায় উক্ত নম্বরটি সার্বক্ষণিক সচল রাখা, SMS পড়া এবং প্রাপ্ত নির্দেশনাসমূহ তাৎক্ষণিকভাবে অনুসরণ করা বাঞ্ছনীয়। <box>852 1230 1546 1284</box>
left-column <box>22 14 767 2373</box>
table-row <box>23 954 767 1001</box>
cell-qualification: (১) কোনো স্বীকৃত বিশ্ববিদ্যালয় হইতে বাণিজ্যে অনূন্য দ্বিতীয় শ্রেণি বা সমমানের সিজিপিএসহ স্নাতক ডিগ্রি; এবং (২) কোনো স্বীকৃত প্রতিষ্ঠান হইতে কম্পিউটার বিষয়ে প্রশিক্ষণপ্রাপ্ত এবং MS Office-এ অভিজ্ঞতা। <box>457 954 767 1001</box>
recovery-ii-example: Example: ECS Help PIN 12345678 & Send to 16222. <box>852 1614 1191 1629</box>
cell-age: ৩০ (ত্রিশ) বৎসর <box>379 1146 457 1194</box>
cell-age: ৩০ (ত্রিশ) বৎসর <box>379 776 457 824</box>
logo-ribbon-text: বাংলাদেশ <box>375 116 415 128</box>
cell-age: ৩০ (ত্রিশ) বৎসর <box>379 1336 457 1383</box>
item-label: ঞ. <box>789 1774 806 1788</box>
cell-post-name: সাঁট-লিপিকার কাম কম্পিউটার অপারেটর <box>69 693 196 719</box>
logo-letter-1: নি <box>371 62 390 86</box>
sms1-text: প্রথম SMS: ECS<space>User ID লিখিয়া 16222 নম্বরে Send করিতে হইবে। <box>852 988 1298 1003</box>
cell-grade-scale <box>239 1146 338 1194</box>
teletalk-qr-label: টেলিটক এর QR Code <box>1161 2287 1276 2301</box>
cell-sl: ৪. <box>23 824 66 859</box>
cell-sl: ১৫. <box>23 1383 66 1430</box>
item-label: খ. <box>789 534 801 549</box>
cell-count: ১ <box>338 1241 379 1288</box>
election-commission-logo <box>336 14 454 152</box>
col-number: ৬ <box>457 615 767 631</box>
cell-grade: গ্রেড-১৩ <box>269 780 308 793</box>
signature-date: ২৪/০৯/২৪ <box>1431 2154 1479 2165</box>
ii-note: উক্ত সময়সীমার মধ্যে User ID প্রাপ্ত প্রার্থীগণ Online-এ আবেদনপত্র Submit-এর সময় থেকে পরবর্তী ৭২ (বাহাত্তর) ঘন্টার মধ্যে এসএমএস এ পরীক্ষার ফি বাবদ নির্ধারিত অর্থ জমা দিতে পারিবেন। <box>852 465 1546 499</box>
signature-name-script: খোরশেদ <box>1392 2154 1428 2165</box>
table-row <box>23 1047 767 1146</box>
recovery-i-example: Example: ECS Help User ABCDEF & Send to 16222. <box>852 1560 1189 1575</box>
item-text: আবেদনের সময়সীমা নিম্নরূপ: <box>852 383 998 398</box>
cell-age: ১৮-৩০ বৎসর <box>379 1288 457 1336</box>
cell-grade-scale <box>239 1288 338 1336</box>
cell-scale: (১১০০০-২৬৫৯০/-) <box>244 650 333 663</box>
table-header-row <box>23 583 767 615</box>
cell-post <box>65 906 239 954</box>
qr-code-icon <box>1442 1653 1536 1751</box>
sms-text: Online-এ আবেদনপত্র (Application Form) যথাযথভাবে পূরণ করিয়া নির্দেশনা মতে ছবি এবং স্বাক্ষর Upload করিয়া আবেদনপত্র Submit করা সম্পন্ন হইলে কম্পিউটারে ছবিসহ Application Preview দেখা যাইবে। নির্ভুলভাবে আবেদনপত্র Submit করা সম্পন্ন প্রার্থী একটি User ID, ছবি এবং স্বাক্ষরযুক্ত একটি Applicant's Copy পাইবেন। উক্ত Applicant's Copy প্রার্থী Download পূর্বক রঙিন কপি প্রিন্ট পূর্বক সংরক্ষণ করিবেন। Applicant's কপিতে একটি User ID নম্বর দেয়া থাকিবে এবং User ID নম্বর ব্যবহার করিয়া প্রার্থী নিম্নোক্ত পদ্ধতিতে যেই কোন Teletalk Pre-Paid Mobile নম্বরের মাধ্যমে ০২ (দুই) টি SMS করিয়া ক্রমিক ১ হইতে ১০ এ উল্লিখিত পদের জন্য পরীক্ষার ফি বাবদ ২০০/- (দুইশত) টাকা ও টেলিটকের সার্ভিস চার্জ বাবদ ২৩/- (তেইশ) টাকাসহ সর্বমোট ২২৩/- (দুইশত তেইশ) টাকা এবং ক্রমিক ১১ হইতে ১৫ এ উল্লিখিত পদে আবেদনের ক্ষেত্রে পরীক্ষার ফি বাবদ ১০০/- (একশত) টাকা ও টেলিটকের সার্ভিস চার্জ বাবদ ১২/- (বার) টাকাসহ সর্বমোট ১১২/- (একশত বার) টাকা অনধিক ৭২ (বাহাত্তর) ঘন্টার মধ্যে জমা দিবেন। এখানে বিশেষভাবে উল্লেখ্য যে, "Online-এ আবেদনপত্রের সকল অংশ পূরণ করিয়া Submit করা হইলেও পরীক্ষার ফি জমা না দেওয়া পর্যন্ত Online আবেদনপত্র কোন অবস্থাতেই গৃহীত হইবে না"। <box>852 719 1546 911</box>
reply2-text: Reply: Congratulations Applicant's Name, Payment Completed Successfully for ECS Application for Post xxxxxxxxx User ID is (ABCDEF) and Password (xxxxxxxx). <box>852 1172 1546 1206</box>
condition-number: (৪) <box>22 2124 42 2139</box>
handwritten-signature-icon <box>1341 2081 1530 2152</box>
cell-sl: ১০. <box>23 1146 66 1194</box>
cell-age: ৩০ (ত্রিশ) বৎসর <box>379 859 457 906</box>
cell-post-office: [নির্বাচন কমিশন সচিবালয় ও মাঠ পর্যায়ের কার্যালয়] <box>69 1306 209 1332</box>
cell-age: ৩০ (ত্রিশ) বৎসর <box>379 1001 457 1047</box>
cell-scale: (৮২৫০-২০০১০/-) <box>248 1354 330 1367</box>
cell-grade: গ্রেড-১৬ <box>269 1005 308 1018</box>
cell-sl: ১৪. <box>23 1336 66 1383</box>
table-row <box>23 1001 767 1047</box>
cell-count: ১২২ <box>338 1288 379 1336</box>
cell-grade-scale <box>239 1001 338 1047</box>
footer-code: স-১৭০৪ (২০×৮) <box>1090 2336 1197 2352</box>
condition-number: (২) <box>22 1911 42 1926</box>
cell-grade: গ্রেড-১৪ <box>269 910 308 923</box>
cell-age: ৩০ (ত্রিশ) বৎসর <box>379 1194 457 1241</box>
ii-deadline: Online-এ আবেদনপত্র জমাদানের শেষ তারিখ ও সময়: ৩১ অক্টোবর ২০২৪, অপরাহ্ন- ০৫:০০ ঘটিকা। <box>852 446 1365 461</box>
condition-text: বিজ্ঞপ্তিতে উল্লিখিত পদের সংখ্যা হ্রাস-বৃদ্ধি, বাতিল বা প্রত্যাহারের ক্ষমতা নিয়োগকারী কর্তৃপক্ষ সংরক্ষণ করেন। <box>852 192 1397 207</box>
cell-sl: ৩. <box>23 776 66 824</box>
cell-grade-scale <box>239 1047 338 1146</box>
cell-scale: (১০২০০-২৪৬৮০/-) <box>244 878 333 891</box>
cell-grade-scale <box>239 859 338 906</box>
cell-post-office: [নির্বাচন কমিশন সচিবালয় ও মাঠ পর্যায়ের কার্যালয়] <box>69 1400 209 1426</box>
cell-qualification: কোনো স্বীকৃত বোর্ড হইতে মাধ্যমিক স্কুল সার্টিফিকেট বা সমমানের পরীক্ষায় উত্তীর্ণ। <box>457 1288 767 1336</box>
